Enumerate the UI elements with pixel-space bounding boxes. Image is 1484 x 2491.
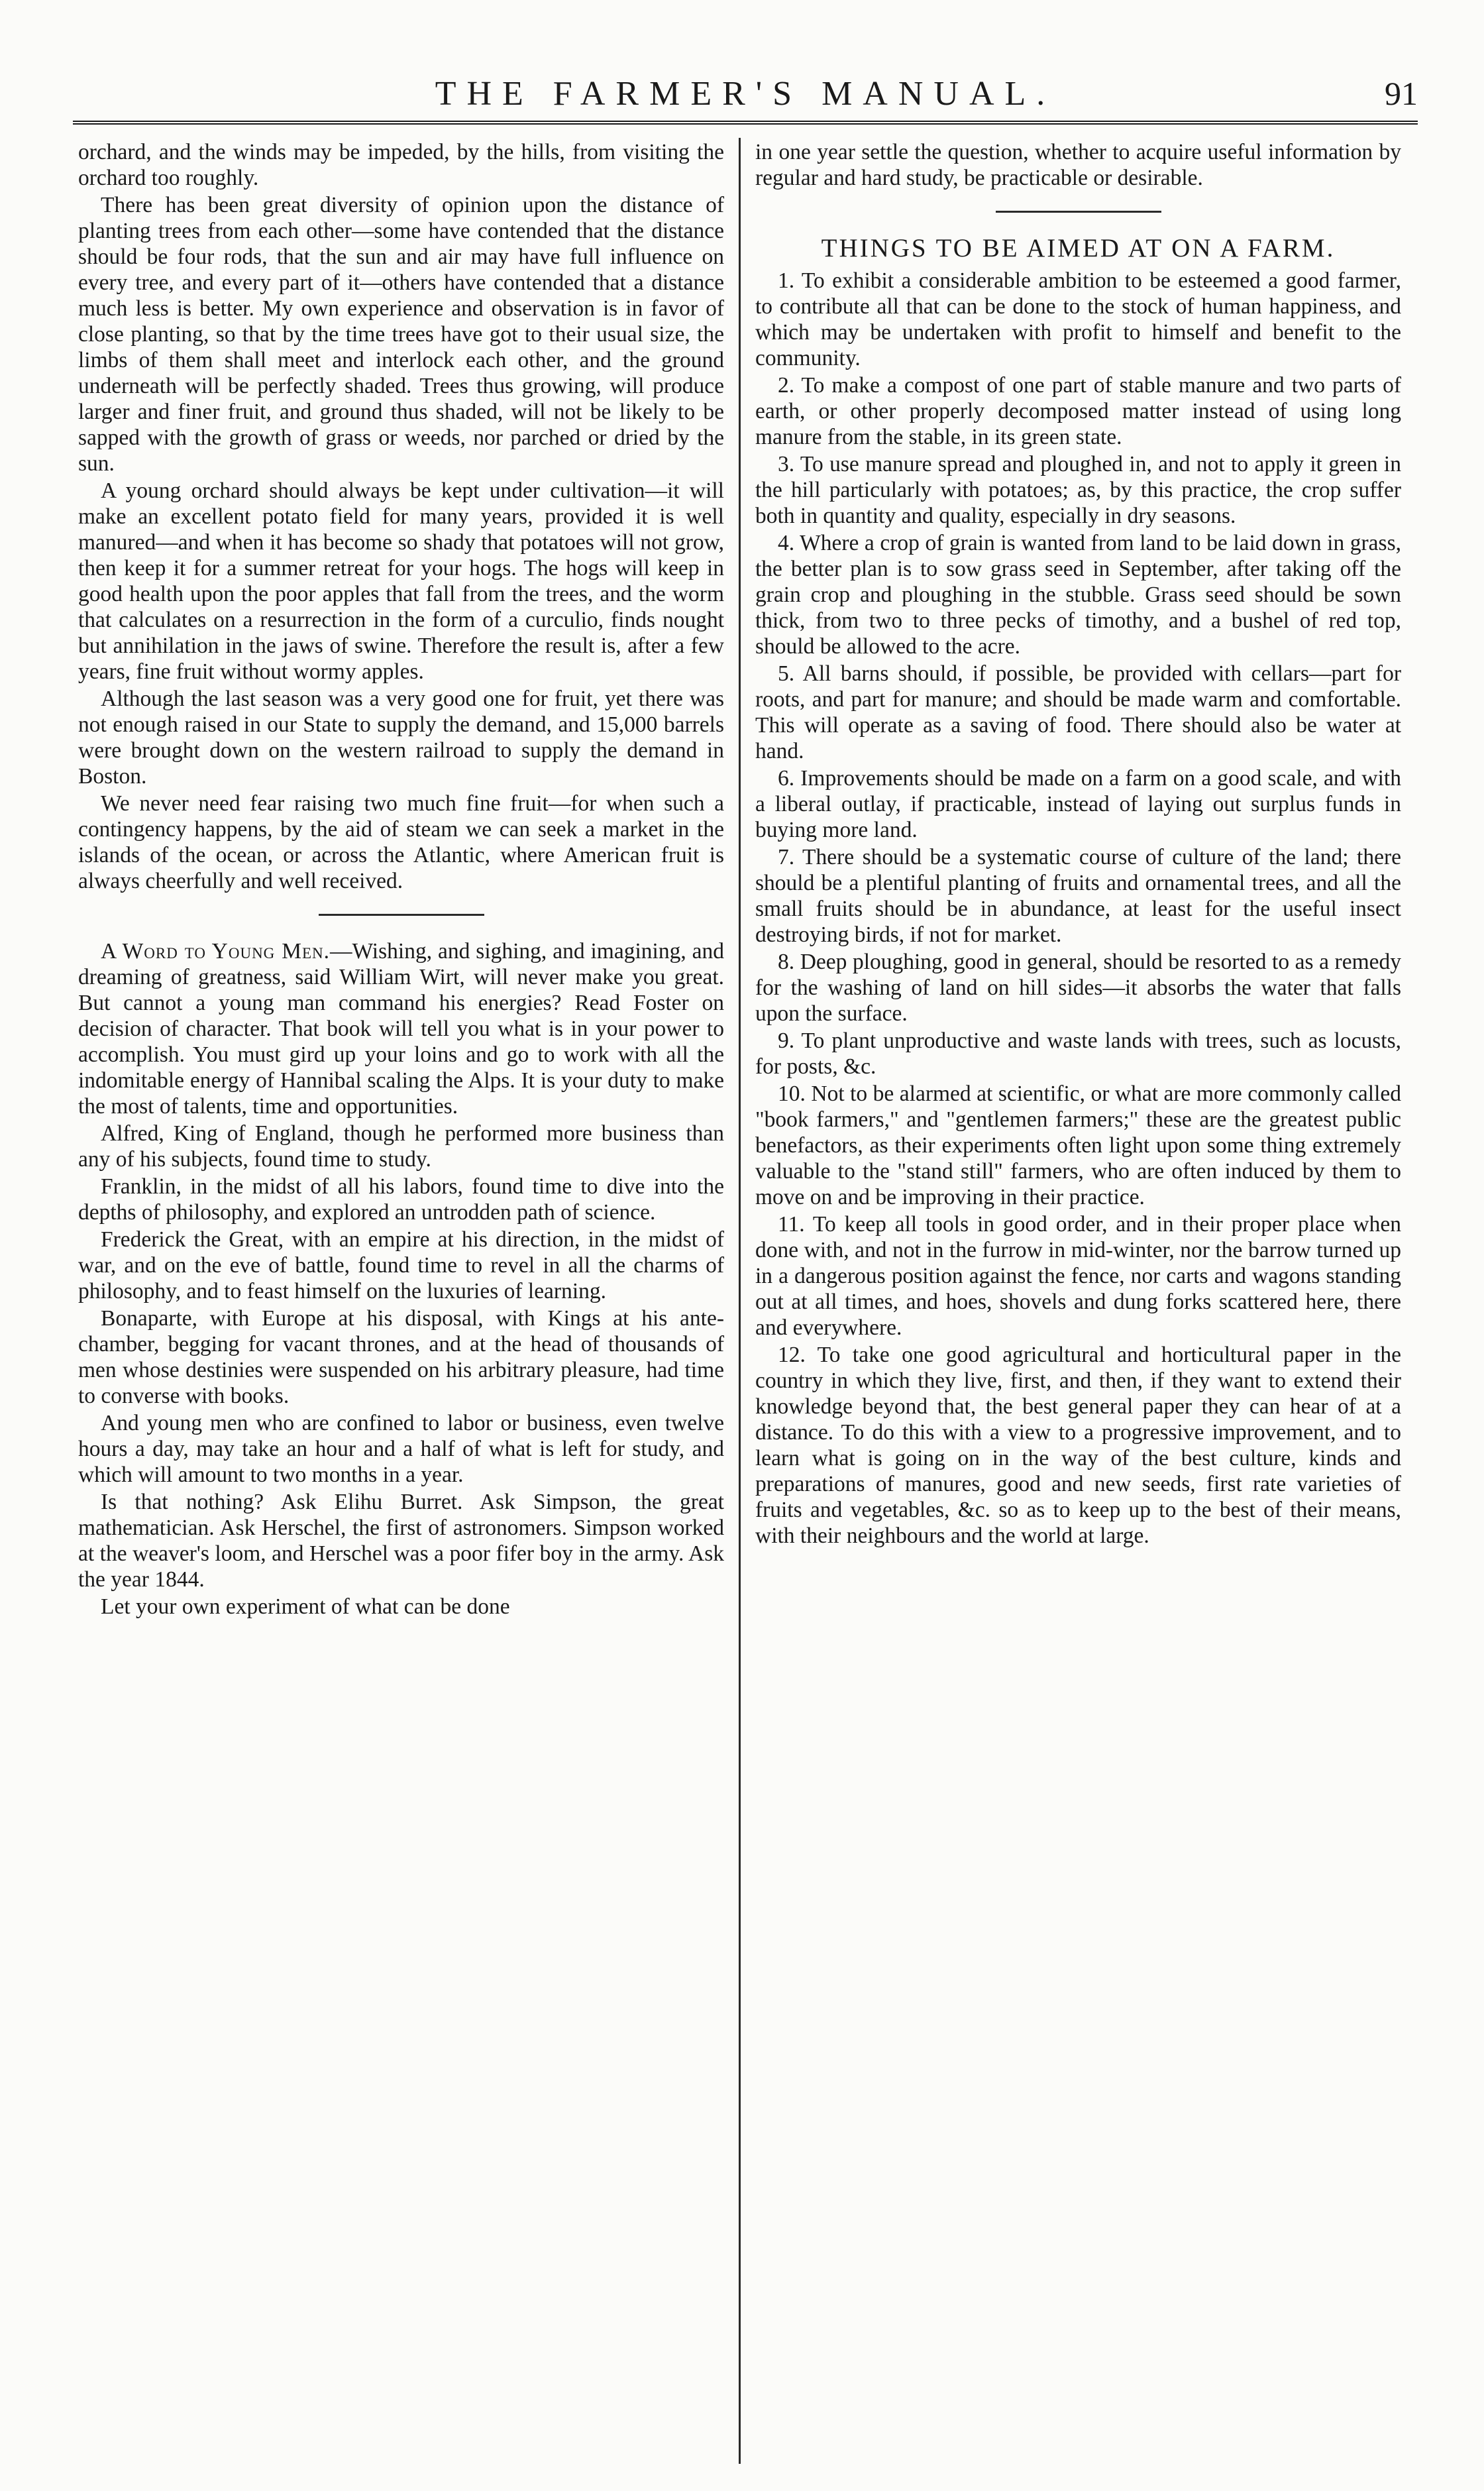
paragraph: There has been great diversity of opinion upon the distance of planting trees from each other—some have contended that the distance should be four rods, that the sun and air may have full influence on every tree, and every part of it—others have contended that a distance much less is better. My own experience and observation is in favor of close planting, so that by the time trees have got to their usual size, the limbs of them shall meet and interlock each other, and the ground underneath will be perfectly shaded. Trees thus growing, will produce larger and finer fruit, and ground thus shaded, will not be likely to be sapped with the growth of grass or weeds, nor parched or dried by the sun. [78,193,724,476]
paragraph: Although the last season was a very good one for fruit, yet there was not enough raised in our State to supply the demand, and 15,000 barrels were brought down on the western railroad to supply the demand in Boston. [78,687,724,789]
paragraph: And young men who are confined to labor or business, even twelve hours a day, may take an hour and a half of what is left for study, and which will amount to two months in a year. [78,1411,724,1487]
paragraph: Frederick the Great, with an empire at his direction, in the midst of war, and on the eve of battle, found time to revel in all the charms of philosophy, and to feast himself on the luxuries of learning. [78,1227,724,1303]
paragraph-text: —Wishing, and sighing, and imagining, and dreaming of greatness, said William Wirt, will never make you great. But cannot a young man command his energies? Read Foster on decision of character. That book will tell you what is in your power to accomplish. You must gird up your loins and go to work with all the indomitable energy of Hannibal scaling the Alps. It is your duty to make the most of talents, time and opportunities. [78,939,724,1119]
paragraph: Bonaparte, with Europe at his disposal, with Kings at his ante-chamber, begging for vacant thrones, and at the head of thousands of men whose destinies were suspended on his arbitrary pleasure, had time to converse with books. [78,1306,724,1408]
list-item: 5. All barns should, if possible, be provided with cellars—part for roots, and part for manure; and should be made warm and comfortable. This will operate as a saving of food. There should also be water at hand. [755,661,1401,763]
left-column [78,139,724,1621]
paragraph: A young orchard should always be kept under cultivation—it will make an excellent potato field for many years, provided it is well manured—and when it has become so shady that potatoes will not grow, then keep it for a summer retreat for your hogs. The hogs will keep in good health upon the poor apples that fall from the trees, and the worm that calculates on a resurrection in the form of a curculio, finds nought but annihilation in the jaws of swine. Therefore the result is, after a few years, fine fruit without wormy apples. [78,478,724,684]
paragraph: orchard, and the winds may be impeded, by the hills, from visiting the orchard too roughly. [78,140,724,190]
right-column [755,139,1401,1550]
list-item: 1. To exhibit a considerable ambition to be esteemed a good farmer, to contribute all that can be done to the stock of human happiness, and which may be undertaken with profit to himself and benefit to the community. [755,268,1401,370]
section-separator [996,211,1161,213]
list-item: 9. To plant unproductive and waste lands with trees, such as locusts, for posts, &c. [755,1028,1401,1079]
list-item: 3. To use manure spread and ploughed in, and not to apply it green in the hill particularly with potatoes; as, by this practice, the crop suffer both in quantity and quality, especially in dry seasons. [755,452,1401,528]
list-item: 12. To take one good agricultural and horticultural paper in the country in which they live, first, and then, if they want to extend their knowledge beyond that, the best general paper they can hear of at a distance. To do this with a view to a progressive improvement, and to learn what is going on in the way of the best culture, kinds and preparations of manures, good and new seeds, first rate varieties of fruits and vegetables, &c. so as to keep up to the best of their means, with their neighbours and the world at large. [755,1343,1401,1548]
young-men-intro-paragraph [78,938,724,1119]
list-item: 4. Where a crop of grain is wanted from land to be laid down in grass, the better plan is to sow grass seed in September, after taking off the grain crop and ploughing in the stubble. Grass seed should be sown thick, from two to three pecks of timothy, and a bushel of red top, should be allowed to the acre. [755,531,1401,659]
list-item: 10. Not to be alarmed at scientific, or what are more commonly called "book farmers," and "gentlemen farmers;" these are the greatest public benefactors, as their experiments often light upon some thing extremely valuable to the "stand still" farmers, who are often induced by them to move on and be improving in their practice. [755,1081,1401,1209]
paragraph: We never need fear raising two much fine fruit—for when such a contingency happens, by the aid of steam we can seek a market in the islands of the ocean, or across the Atlantic, where American fruit is always cheerfully and well received. [78,791,724,893]
running-title: THE FARMER'S MANUAL. [435,75,1056,113]
running-head [73,74,1418,121]
paragraph: Is that nothing? Ask Elihu Burret. Ask Simpson, the great mathematician. Ask Herschel, the first of astronomers. Simpson worked at the weaver's loom, and Herschel was a poor fifer boy in the army. Ask the year 1844. [78,1490,724,1592]
column-divider [739,138,741,2464]
paragraph: Alfred, King of England, though he performed more business than any of his subjects, found time to study. [78,1121,724,1172]
list-item: 8. Deep ploughing, good in general, should be resorted to as a remedy for the washing of land on hill sides—it absorbs the water that falls upon the surface. [755,950,1401,1026]
list-item: 6. Improvements should be made on a farm on a good scale, and with a liberal outlay, if practicable, instead of laying out surplus funds in buying more land. [755,766,1401,842]
list-item: 2. To make a compost of one part of stable manure and two parts of earth, or other properly decomposed matter instead of using long manure from the stable, in its green state. [755,373,1401,449]
list-item: 11. To keep all tools in good order, and in their proper place when done with, and not in the furrow in mid-winter, nor the barrow turned up in a dangerous position against the fence, nor carts and wagons standing out at all times, and hoes, shovels and dung forks scattered here, there and everywhere. [755,1212,1401,1340]
run-in-heading: A Word to Young Men. [101,939,331,964]
paragraph: Franklin, in the midst of all his labors, found time to dive into the depths of philosophy, and explored an untrodden path of science. [78,1174,724,1225]
header-rule [73,121,1418,127]
page-number: 91 [1385,75,1418,112]
section-separator [319,914,484,916]
paragraph: in one year settle the question, whether to acquire useful information by regular and hard study, be practicable or desirable. [755,140,1401,190]
section-heading: THINGS TO BE AIMED AT ON A FARM. [821,234,1336,262]
list-item: 7. There should be a systematic course of culture of the land; there should be a plentiful planting of fruits and ornamental trees, and all the small fruits should be in abundance, at least for the useful insect destroying birds, if not for market. [755,845,1401,947]
paragraph: Let your own experiment of what can be done [101,1594,510,1619]
